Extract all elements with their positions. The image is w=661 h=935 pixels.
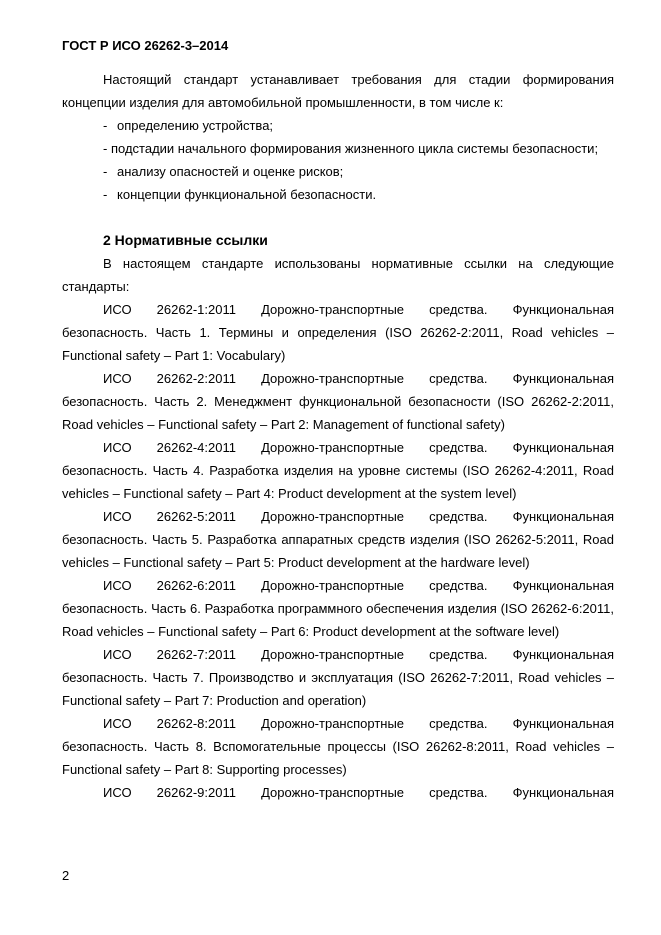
list-item: - подстадии начального формирования жизненного цикла системы безопасности; bbox=[103, 141, 599, 156]
document-header: ГОСТ Р ИСО 26262-3–2014 bbox=[62, 38, 229, 53]
reference-item: ИСО 26262-7:2011 Дорожно-транспортные средства. Функциональная безопасность. Часть 7. Производство и эксплуатация (ISO 26262-7:2011, Road vehicles – Functional safety – Part 7: Production and operation) bbox=[62, 647, 614, 708]
dash-marker: - bbox=[103, 118, 108, 133]
list-item-text: концепции функциональной безопасности. bbox=[117, 187, 377, 202]
dash-marker: - bbox=[103, 187, 108, 202]
list-item bbox=[103, 160, 614, 183]
reference-item: ИСО 26262-2:2011 Дорожно-транспортные средства. Функциональная безопасность. Часть 2. Менеджмент функциональной безопасности (ISO 26262-2:2011, Road vehicles – Functional safety – Part 2: Management of functional safety) bbox=[62, 371, 614, 432]
intro-paragraph: Настоящий стандарт устанавливает требования для стадии формирования концепции изделия для автомобильной промышленности, в том числе к: bbox=[62, 72, 614, 110]
list-item bbox=[103, 114, 614, 137]
reference-item: ИСО 26262-9:2011 Дорожно-транспортные средства. Функциональная bbox=[103, 785, 614, 800]
document-body bbox=[62, 68, 614, 804]
list-item-text: определению устройства; bbox=[117, 118, 274, 133]
list-item bbox=[103, 183, 614, 206]
reference-item: ИСО 26262-8:2011 Дорожно-транспортные средства. Функциональная безопасность. Часть 8. Вспомогательные процессы (ISO 26262-8:2011, Road vehicles – Functional safety – Part 8: Supporting processes) bbox=[62, 716, 614, 777]
reference-item: ИСО 26262-6:2011 Дорожно-транспортные средства. Функциональная безопасность. Часть 6. Разработка программного обеспечения изделия (ISO 26262-6:2011, Road vehicles – Functional safety – Part 6: Product development at the software level) bbox=[62, 578, 614, 639]
section-intro: В настоящем стандарте использованы нормативные ссылки на следующие стандарты: bbox=[62, 256, 614, 294]
reference-item: ИСО 26262-5:2011 Дорожно-транспортные средства. Функциональная безопасность. Часть 5. Разработка аппаратных средств изделия (ISO 26262-5:2011, Road vehicles – Functional safety – Part 5: Product development at the hardware level) bbox=[62, 509, 614, 570]
page-number: 2 bbox=[62, 868, 70, 883]
list-item-text: анализу опасностей и оценке рисков; bbox=[117, 164, 344, 179]
list-item-text: подстадии начального формирования жизненного цикла системы безопасности; bbox=[110, 141, 599, 156]
reference-item: ИСО 26262-4:2011 Дорожно-транспортные средства. Функциональная безопасность. Часть 4. Разработка изделия на уровне системы (ISO 26262-4:2011, Road vehicles – Functional safety – Part 4: Product development at the system level) bbox=[62, 440, 614, 501]
reference-item: ИСО 26262-1:2011 Дорожно-транспортные средства. Функциональная безопасность. Часть 1. Термины и определения (ISO 26262-2:2011, Road vehicles – Functional safety – Part 1: Vocabulary) bbox=[62, 302, 614, 363]
section-heading: 2 Нормативные ссылки bbox=[103, 232, 268, 248]
dash-marker: - bbox=[103, 164, 108, 179]
